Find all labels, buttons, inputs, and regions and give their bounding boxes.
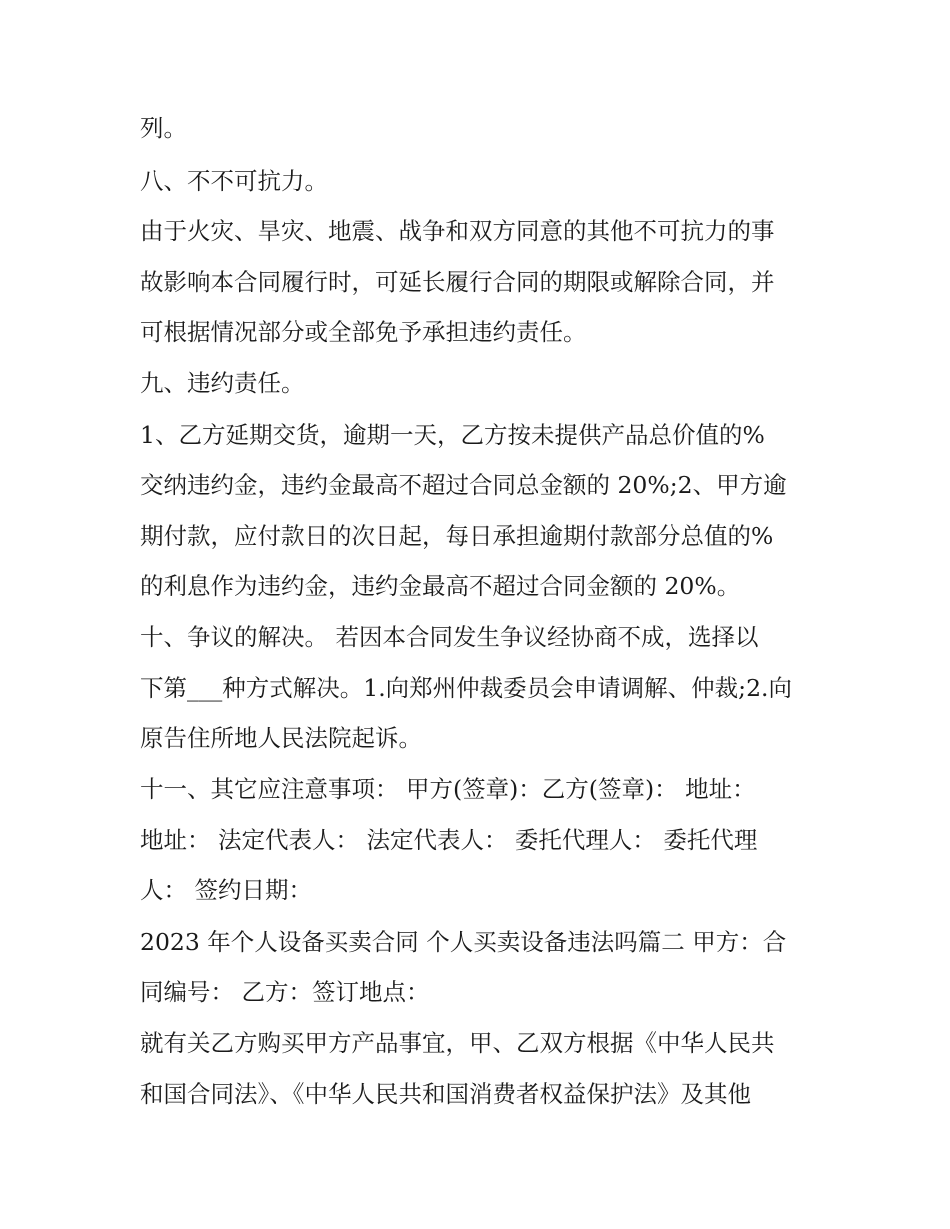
text-line: 1、乙方延期交货，逾期一天，乙方按未提供产品总价值的% [140, 421, 765, 449]
text-line: 故影响本合同履行时，可延长履行合同的期限或解除合同，并 [140, 268, 775, 296]
text-line: 人： 签约日期： [140, 876, 312, 904]
text-line: 2023 年个人设备买卖合同 个人买卖设备违法吗篇二 甲方：合 [140, 928, 787, 956]
text-line: 交纳违约金，违约金最高不超过合同总金额的 20%;2、甲方逾 [140, 471, 787, 499]
text-line: 同编号： 乙方：签订地点： [140, 978, 430, 1006]
text-line: 十一、其它应注意事项： 甲方(签章)：乙方(签章)： 地址： [140, 775, 756, 803]
text-line: 就有关乙方购买甲方产品事宜，甲、乙双方根据《中华人民共 [140, 1029, 775, 1057]
text-line: 十、争议的解决。 若因本合同发生争议经协商不成，选择以 [140, 623, 759, 651]
text-line: 可根据情况部分或全部免予承担违约责任。 [140, 318, 587, 346]
text-line: 的利息作为违约金，违约金最高不超过合同金额的 20%。 [140, 572, 741, 600]
text-line: 八、不不可抗力。 [140, 167, 328, 195]
text-line: 原告住所地人民法院起诉。 [140, 724, 422, 752]
text-line: 下第___种方式解决。1.向郑州仲裁委员会申请调解、仲裁;2.向 [140, 674, 793, 702]
text-line: 由于火灾、旱灾、地震、战争和双方同意的其他不可抗力的事 [140, 217, 775, 245]
text-line: 地址： 法定代表人： 法定代表人： 委托代理人： 委托代理 [140, 826, 758, 854]
text-line: 九、违约责任。 [140, 369, 305, 397]
text-line: 列。 [140, 114, 187, 142]
text-line: 期付款，应付款日的次日起，每日承担逾期付款部分总值的% [140, 522, 774, 550]
text-line: 和国合同法》、《中华人民共和国消费者权益保护法》及其他 [140, 1080, 751, 1108]
